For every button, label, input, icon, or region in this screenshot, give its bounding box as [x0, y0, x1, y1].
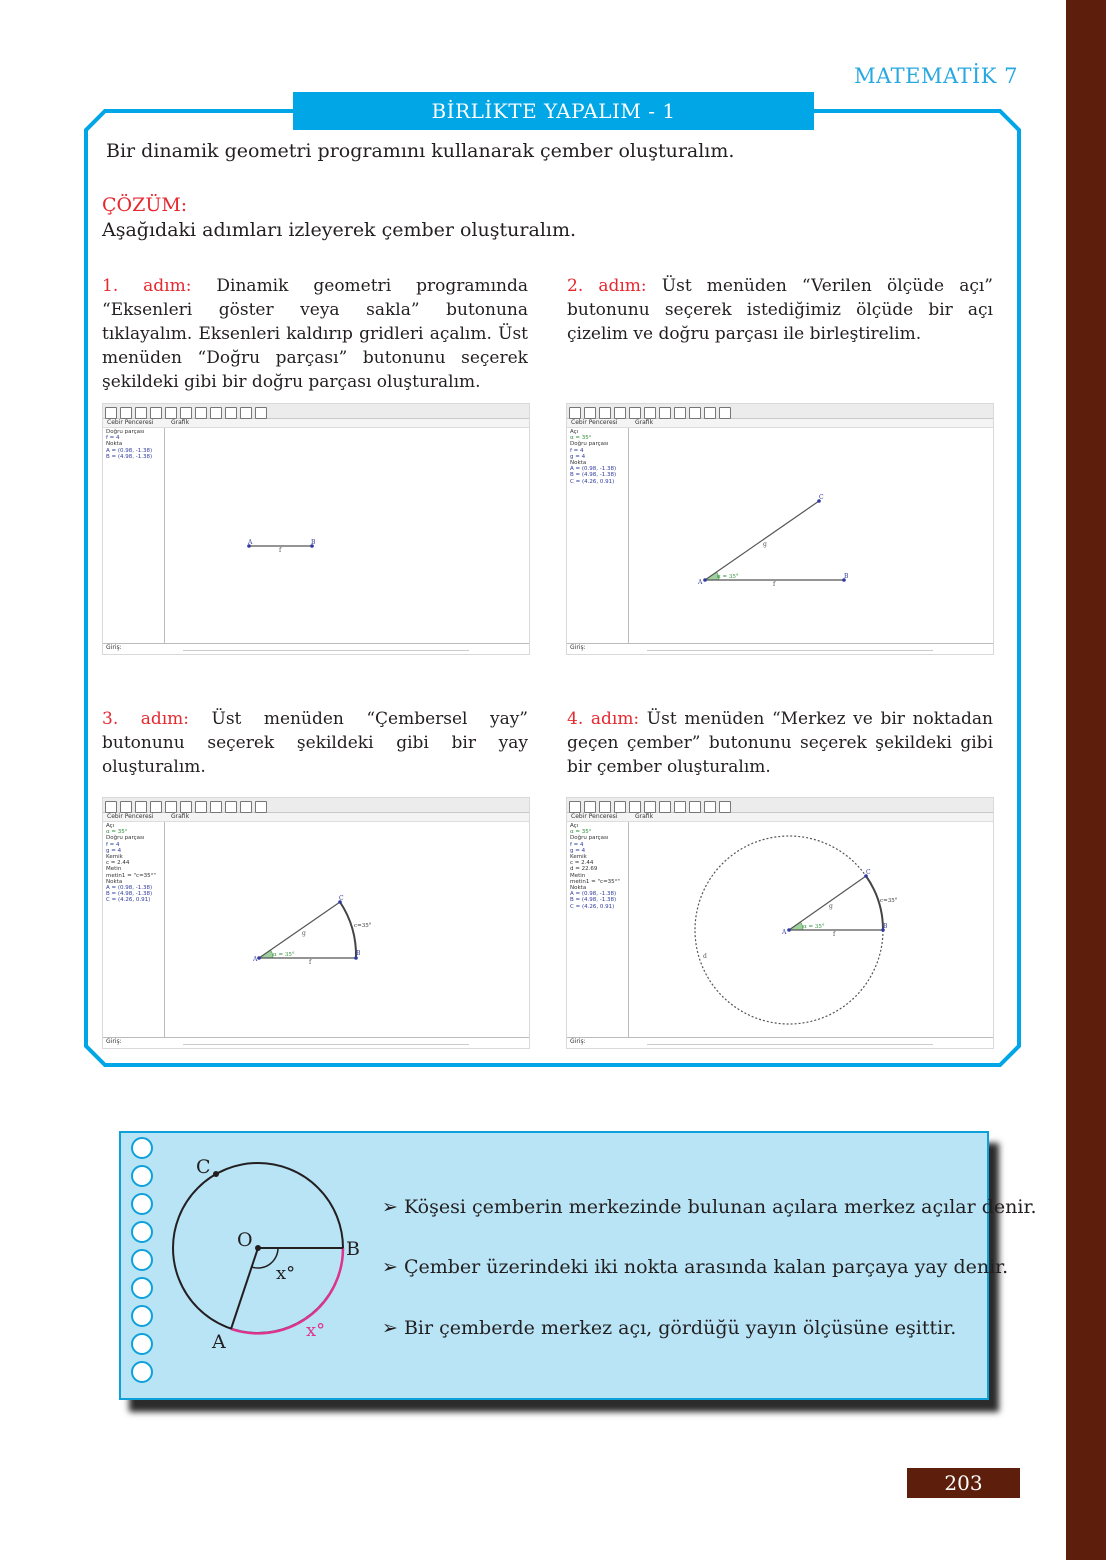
- label-alpha: α = 35°: [803, 924, 825, 930]
- label-g: g: [763, 541, 767, 548]
- label-o: O: [237, 1229, 253, 1251]
- step-2-text: Üst menüden “Verilen ölçüde açı” butonunu seçerek istediğimiz ölçüde bir açı çizelim ve doğru parçası ile birleştirelim.: [567, 276, 993, 344]
- label-c: C: [339, 895, 344, 902]
- step-3-text: Üst menüden “Çembersel yay” butonunu seçerek şekildeki gibi bir yay oluşturalım.: [102, 709, 528, 777]
- note-bullet-3: ➢ Bir çemberde merkez açı, gördüğü yayın ölçüsüne eşittir.: [382, 1317, 957, 1339]
- pane-header: Cebir Penceresi Grafik: [103, 813, 529, 822]
- arc-ab: [231, 1248, 343, 1333]
- label-f: f: [309, 959, 312, 966]
- label-b: B: [346, 1238, 360, 1260]
- algebra-view: Açı α = 35° Doğru parçası f = 4 g = 4 Nokta A = (0.98, -1.38) B = (4.98, -1.38) C = (4.26, 0.91): [567, 428, 629, 643]
- input-bar[interactable]: Giriş:: [567, 643, 993, 654]
- point-c: [213, 1171, 219, 1177]
- label-b: B: [844, 573, 849, 580]
- label-arc: c=35°: [880, 898, 898, 904]
- label-g: g: [829, 903, 833, 910]
- label-b: B: [356, 950, 361, 957]
- label-a: A: [248, 539, 253, 546]
- book-header: MATEMATİK 7: [854, 64, 1018, 88]
- input-bar[interactable]: Giriş:: [103, 643, 529, 654]
- activity-title: BİRLİKTE YAPALIM - 1: [293, 92, 814, 130]
- solution-text: Aşağıdaki adımları izleyerek çember oluşturalım.: [102, 219, 577, 241]
- label-f: f: [833, 931, 836, 938]
- label-f: f: [773, 581, 776, 588]
- radius-oa: [231, 1248, 258, 1329]
- point-o: [255, 1245, 261, 1251]
- note-bullet-1: ➢ Köşesi çemberin merkezinde bulunan açılara merkez açılar denir.: [382, 1196, 1037, 1218]
- pane-header: Cebir Penceresi Grafik: [103, 419, 529, 428]
- step-4-text: Üst menüden “Merkez ve bir noktadan geçen çember” butonunu seçerek şekildeki gibi bir çember oluşturalım.: [567, 709, 993, 777]
- label-a: A: [782, 929, 787, 936]
- step-1-label: 1. adım:: [102, 276, 192, 296]
- label-b: B: [883, 923, 888, 930]
- input-bar[interactable]: Giriş:: [567, 1037, 993, 1048]
- pane-header: Cebir Penceresi Grafik: [567, 813, 993, 822]
- label-x-arc: x°: [306, 1320, 326, 1341]
- page-number: 203: [907, 1468, 1020, 1498]
- label-c: C: [866, 869, 871, 876]
- solution-label: ÇÖZÜM:: [102, 194, 188, 216]
- label-arc: c=35°: [354, 923, 372, 929]
- algebra-view: Açı α = 35° Doğru parçası f = 4 g = 4 Kemik c = 2.44 Metin metin1 = "c=35°" Nokta A = (0.98, -1.38) B = (4.98, -1.38) C = (4.26, 0.91): [103, 822, 165, 1037]
- label-a: A: [698, 579, 703, 586]
- step-4-label: 4. adım:: [567, 709, 640, 729]
- label-f: f: [279, 547, 282, 554]
- note-bullet-2: ➢ Çember üzerindeki iki nokta arasında kalan parçaya yay denir.: [382, 1256, 1009, 1278]
- label-c: C: [819, 494, 824, 501]
- step-2-label: 2. adım:: [567, 276, 647, 296]
- label-b: B: [311, 539, 316, 546]
- intro-text: Bir dinamik geometri programını kullanarak çember oluşturalım.: [106, 140, 735, 162]
- label-a: A: [253, 956, 258, 963]
- algebra-view: Açı α = 35° Doğru parçası f = 4 g = 4 Kemik c = 2.44 d = 22.69 Metin metin1 = "c=35°" Nokta A = (0.98, -1.38) B = (4.98, -1.38) C = (4.26, 0.91): [567, 822, 629, 1037]
- algebra-view: Doğru parçası f = 4 Nokta A = (0.98, -1.38) B = (4.98, -1.38): [103, 428, 165, 643]
- label-g: g: [302, 930, 306, 937]
- label-c: C: [196, 1156, 211, 1178]
- input-bar[interactable]: Giriş:: [103, 1037, 529, 1048]
- label-alpha: α = 35°: [717, 574, 739, 580]
- label-x-angle: x°: [276, 1263, 296, 1284]
- label-a: A: [212, 1331, 226, 1353]
- step-3-label: 3. adım:: [102, 709, 190, 729]
- label-d: d: [703, 953, 707, 960]
- label-alpha: α = 35°: [273, 952, 295, 958]
- pane-header: Cebir Penceresi Grafik: [567, 419, 993, 428]
- step-1-text: Dinamik geometri programında “Eksenleri göster veya sakla” butonuna tıklayalım. Eksenleri kaldırıp gridleri açalım. Üst menüden “Doğru parçası” butonunu seçerek şekildeki gibi bir doğru parçası oluşturalım.: [102, 276, 528, 392]
